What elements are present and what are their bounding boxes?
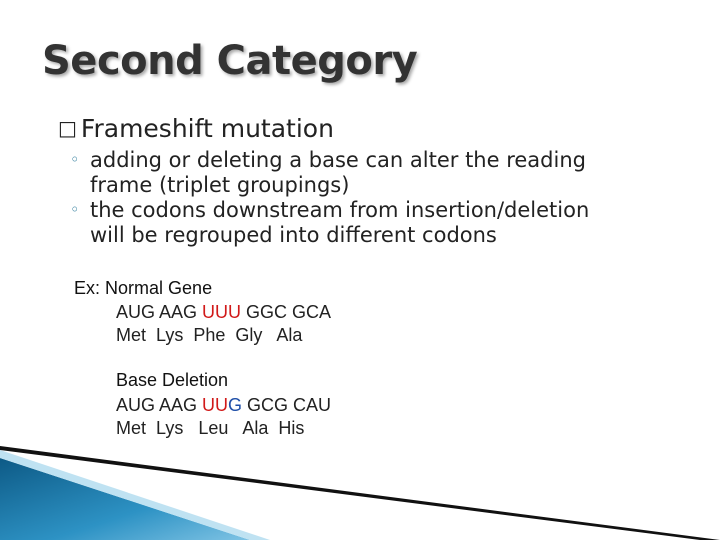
normal-codons-end: GGC GCA (241, 302, 332, 322)
normal-gene-block (116, 301, 331, 347)
deletion-heading: Base Deletion (116, 370, 229, 390)
sub-bullet-2 (70, 198, 589, 248)
main-bullet (58, 114, 334, 143)
deletion-codon-blue: G (228, 395, 243, 415)
sub-bullet-2-line-2: will be regrouped into different codons (90, 223, 497, 247)
deletion-codons-end: GCG CAU (242, 395, 332, 415)
decorative-swoosh (0, 440, 720, 540)
sub-bullet-marker-icon: ◦ (70, 200, 80, 219)
sub-bullet-1-line-2: frame (triplet groupings) (90, 173, 350, 197)
sub-bullet-1-line-1: adding or deleting a base can alter the reading (90, 148, 586, 172)
normal-gene-heading: Normal Gene (105, 278, 213, 298)
sub-bullet-1 (70, 148, 586, 198)
example-label (74, 278, 212, 299)
deletion-codons-start: AUG AAG (116, 395, 203, 415)
bullet-box-icon: □ (58, 116, 77, 140)
deletion-amino-acids: Met Lys Leu Ala His (116, 418, 305, 438)
example-prefix: Ex: (74, 278, 101, 298)
slide-title: Second Category (42, 38, 418, 84)
deletion-gene-block (116, 394, 331, 440)
sub-bullet-2-line-1: the codons downstream from insertion/deletion (90, 198, 590, 222)
main-bullet-text: Frameshift mutation (80, 114, 334, 143)
normal-codon-highlight: UUU (202, 302, 242, 322)
normal-amino-acids: Met Lys Phe Gly Ala (116, 325, 303, 345)
normal-codons-start: AUG AAG (116, 302, 203, 322)
deletion-codon-red: UU (202, 395, 229, 415)
sub-bullet-marker-icon: ◦ (70, 150, 80, 169)
